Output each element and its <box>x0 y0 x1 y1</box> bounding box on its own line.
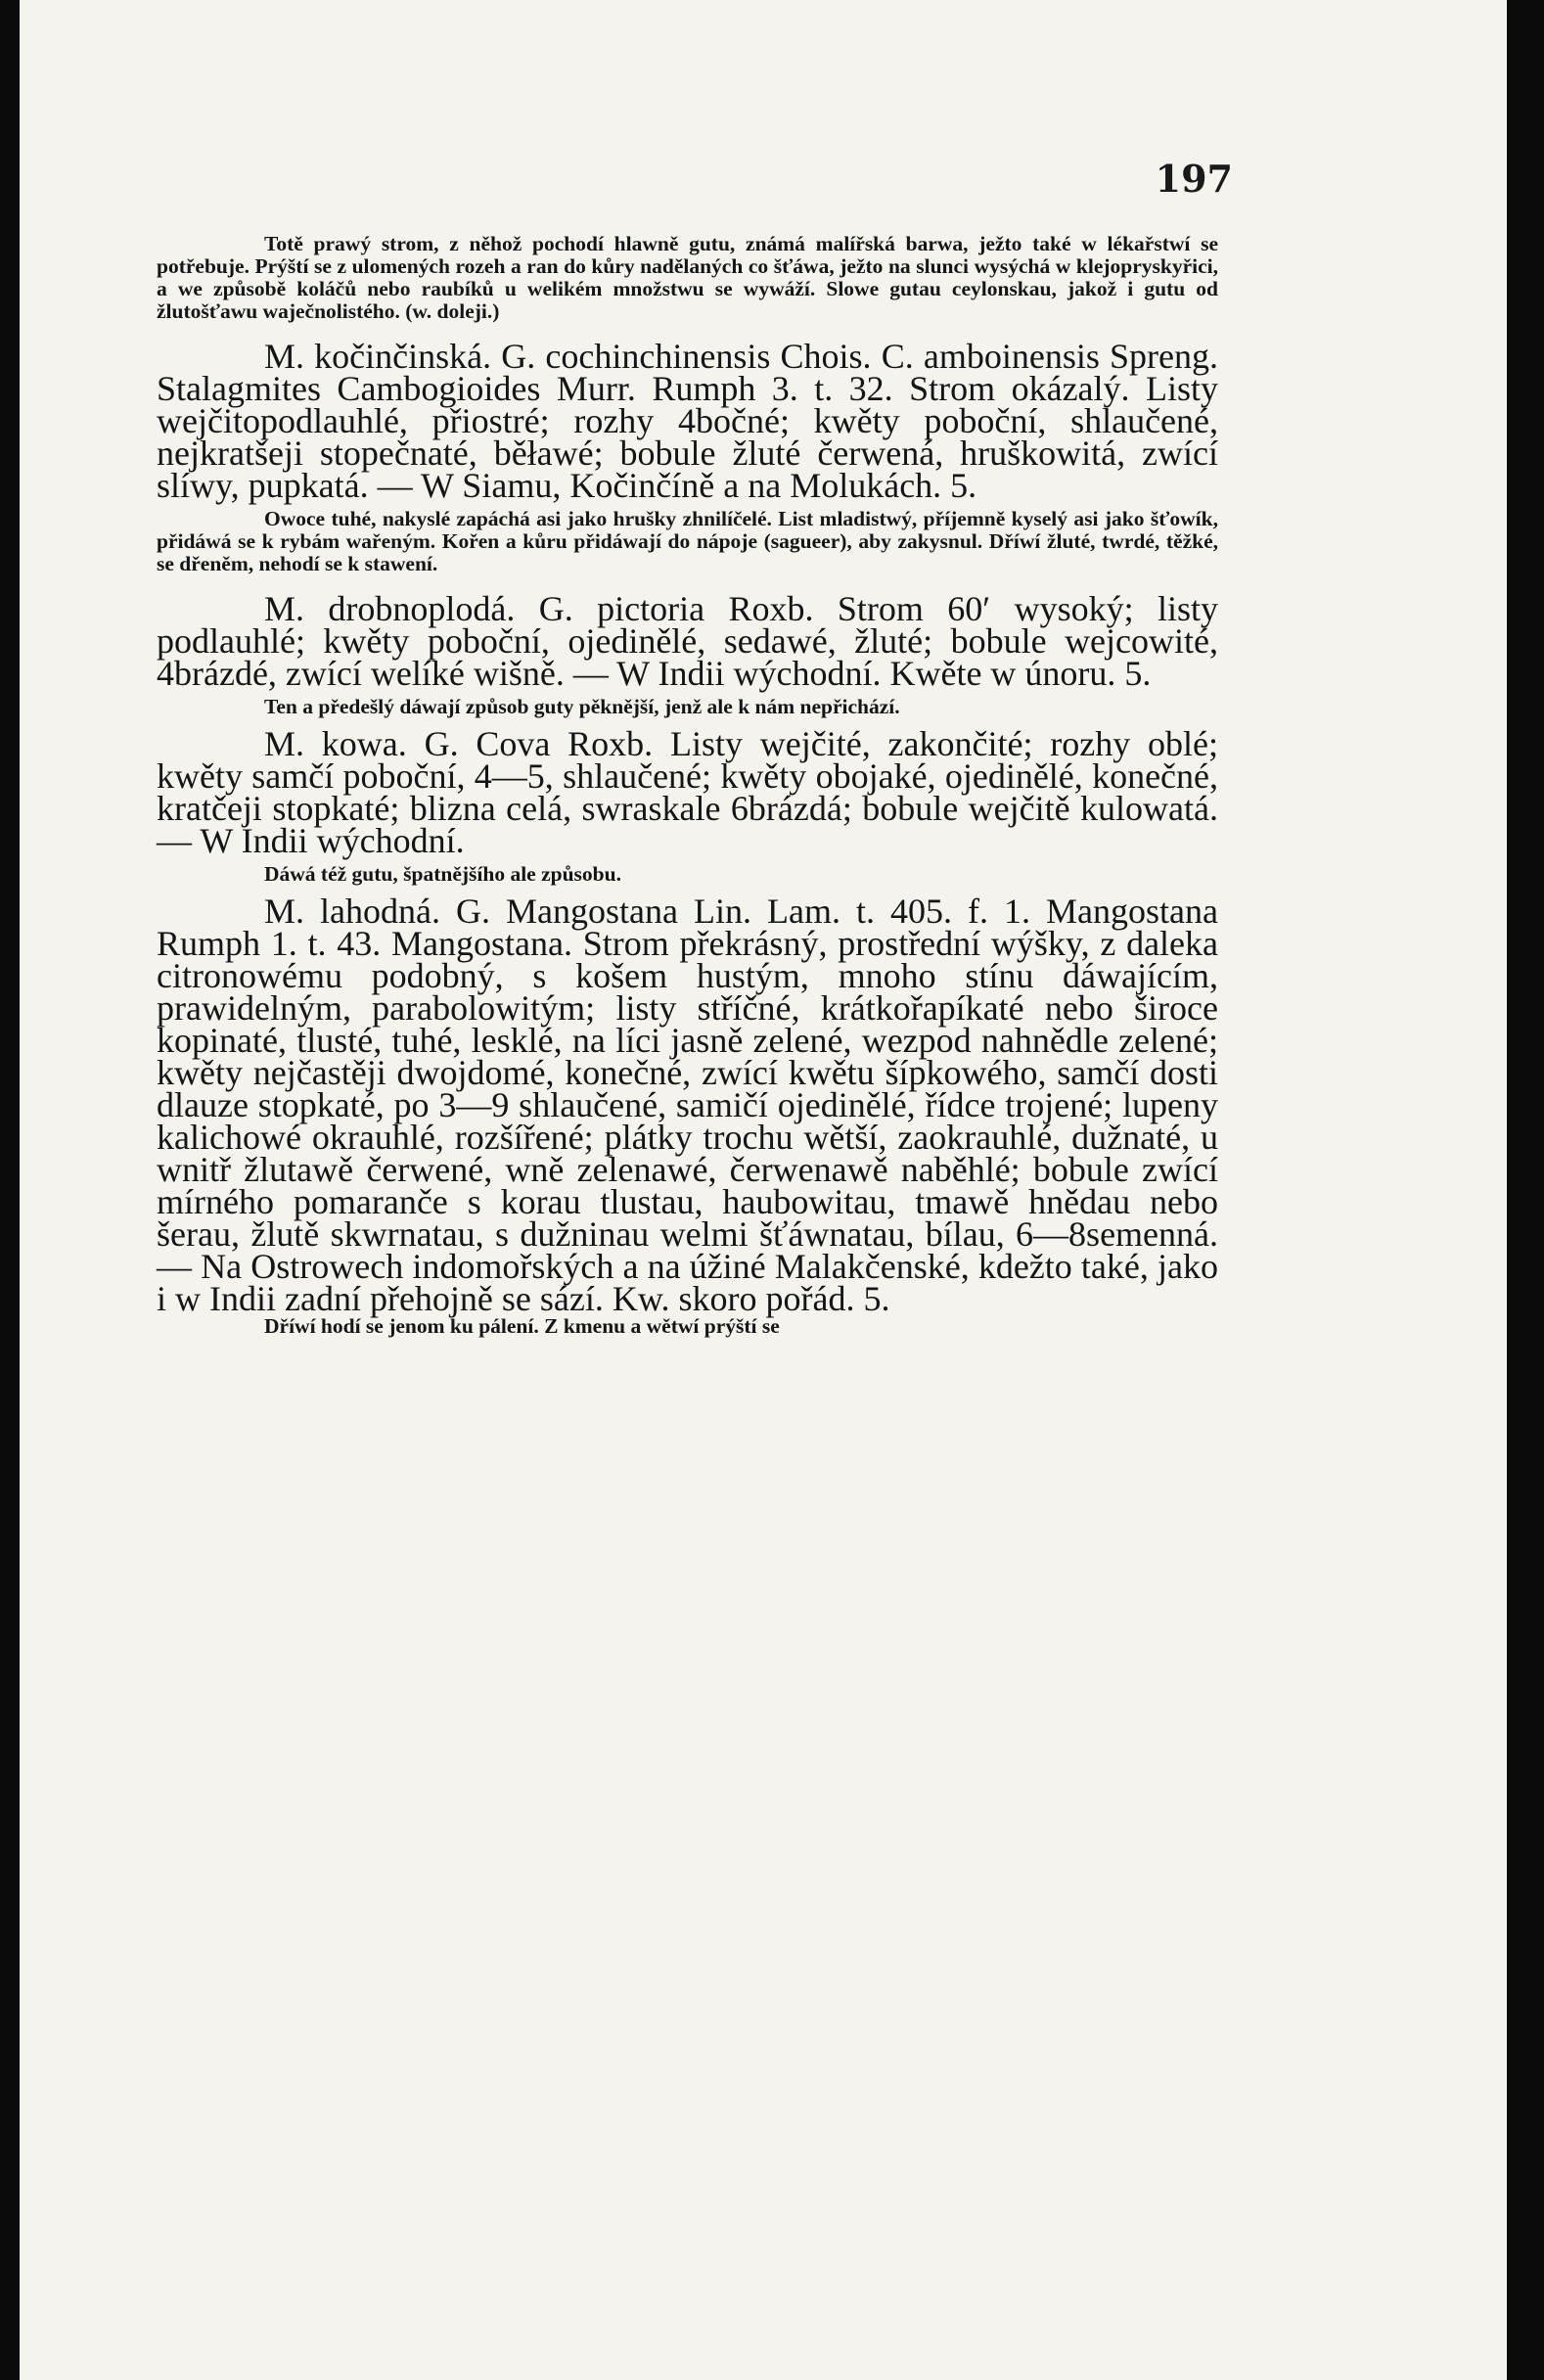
note-paragraph: Dříwí hodí se jenom ku pálení. Z kmenu a wětwí prýští se <box>264 1314 780 1338</box>
note-paragraph: Ten a předešlý dáwají způsob guty pěknější, jenž ale k nám nepřichází. <box>264 695 900 718</box>
note-paragraph: Owoce tuhé, nakyslé zapáchá asi jako hrušky zhnilíčelé. List mladistwý, příjemně kyselý asi jako šťowík, přidáwá se k rybám wařeným. Kořen a kůru přidáwají do nápoje (sagueer), aby zakysnul. Dříwí žluté, twrdé, těžké, se dřeněm, nehodí se k stawení. <box>157 507 1218 575</box>
note-paragraph: Dáwá též gutu, špatnějšího ale způsobu. <box>264 862 621 886</box>
page-number: 197 <box>1155 157 1233 201</box>
note-paragraph: Totě prawý strom, z něhož pochodí hlawně gutu, známá malířská barwa, ježto také w lékařstwí se potřebuje. Prýští se z ulomených rozeh a ran do kůry nadělaných co šťáwa, ježto na slunci wysýchá w klejopryskyřici, a we způsobě koláčů nebo raubíků u welikém množstwu se wywáží. Slowe gutau ceylonskau, jakož i gutu od žlutošťawu waječnolistého. (w. doleji.) <box>157 232 1218 323</box>
page-text <box>157 233 1218 1348</box>
species-entry-paragraph: M. lahodná. G. Mangostana Lin. Lam. t. 405. f. 1. Mangostana Rumph 1. t. 43. Mangostana. Strom překrásný, prostřední wýšky, z daleka citronowému podobný, s košem hustým, mnoho stínu dáwajícím, prawidelným, parabolowitým; listy stříčné, krátkořapíkaté nebo široce kopinaté, tlusté, tuhé, lesklé, na líci jasně zelené, wezpod nahnědle zelené; kwěty nejčastěji dwojdomé, konečné, zwící kwětu šípkowého, samčí dosti dlauze stopkaté, po 3—9 shlaučené, samičí ojedinělé, řídce trojené; lupeny kalichowé okrauhlé, rozšířené; plátky trochu wětší, zaokrauhlé, dužnaté, u wnitř žlutawě čerwené, wně zelenawé, čerwenawě naběhlé; bobule zwící mírného pomaranče s korau tlustau, haubowitau, tmawě hnědau nebo šerau, žlutě skwrnatau, s dužninau welmi šťáwnatau, bílau, 6—8semenná. — Na Ostrowech indomořských a na úžiné Malakčenské, kdežto také, jako i w Indii zadní přehojně se sází. Kw. skoro pořád. 5. <box>157 892 1218 1318</box>
species-entry-paragraph: M. kowa. G. Cova Roxb. Listy wejčité, zakončité; rozhy oblé; kwěty samčí poboční, 4—5, shlaučené; kwěty obojaké, ojedinělé, konečné, kratčeji stopkaté; blizna celá, swraskale 6brázdá; bobule wejčitě kulowatá. — W Indii wýchodní. <box>157 724 1218 860</box>
species-entry-paragraph: M. kočinčinská. G. cochinchinensis Chois. C. amboinensis Spreng. Stalagmites Cambogioides Murr. Rumph 3. t. 32. Strom okázalý. Listy wejčitopodlauhlé, přiostré; rozhy 4bočné; kwěty poboční, shlaučené, nejkratšeji stopečnaté, běławé; bobule žluté čerwená, hruškowitá, zwící slíwy, pupkatá. — W Siamu, Kočinčíně a na Molukách. 5. <box>157 337 1218 505</box>
species-entry-paragraph: M. drobnoplodá. G. pictoria Roxb. Strom 60′ wysoký; listy podlauhlé; kwěty poboční, ojedinělé, sedawé, žluté; bobule wejcowité, 4brázdé, zwící welíké wišně. — W Indii wýchodní. Kwěte w únoru. 5. <box>157 589 1218 693</box>
book-page <box>20 0 1507 2380</box>
